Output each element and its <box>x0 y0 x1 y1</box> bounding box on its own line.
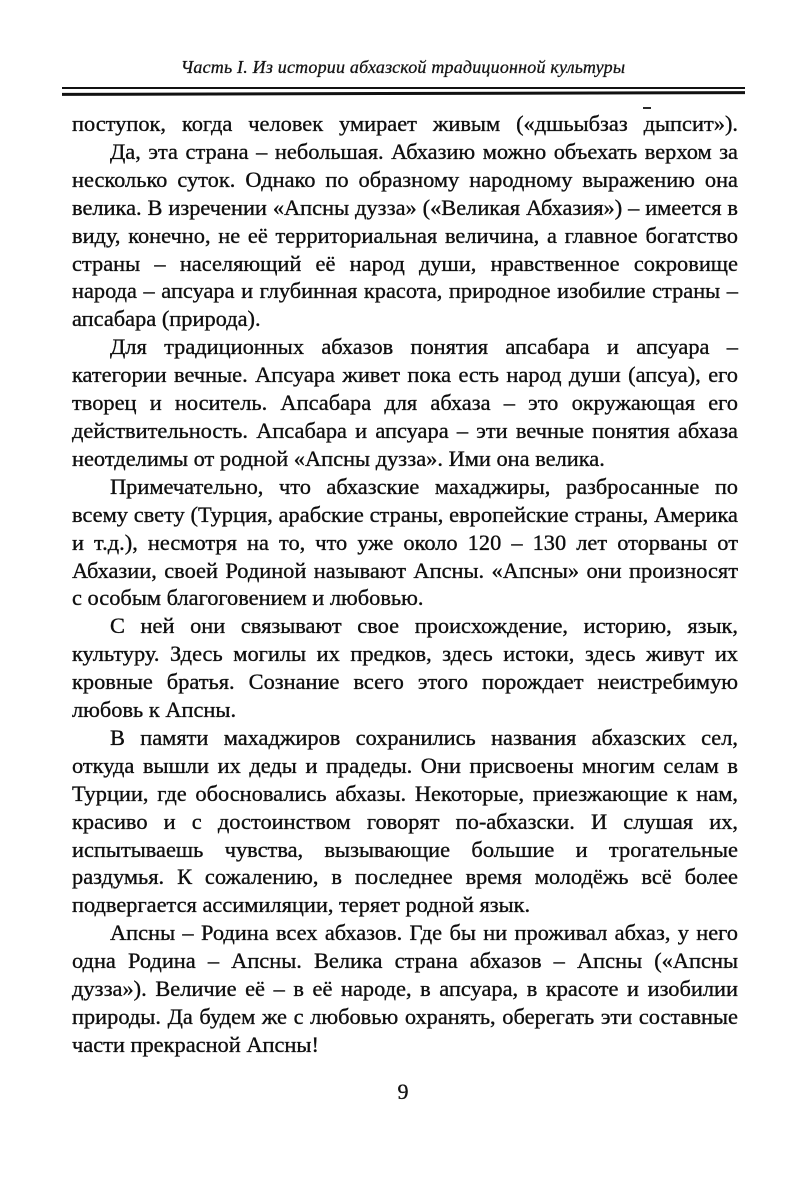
body-text-block <box>72 110 738 1059</box>
paragraph: Для традиционных абхазов понятия апсабара и апсуара – категории вечные. Апсуара живет пока есть народ души (апсуа), его творец и носитель. Апсабара для абхаза – это окружающая его действительность. Апсабара и апсуара – эти вечные понятия абхаза неотделимы от родной «Апсны дузза». Ими она велика. <box>72 334 738 471</box>
header-rule-thin <box>62 87 745 89</box>
paragraph: Да, эта страна – небольшая. Абхазию можно объехать верхом за несколько суток. Однако по образному народному выражению она велика. В изречении «Апсны дузза» («Великая Абхазия») – имеется в виду, конечно, не её территориальная величина, а главное богатство страны – населяющий её народ души, нравственное сокровище народа – апсуара и глубинная красота, природное изобилие страны – апсабара (природа). <box>72 138 738 332</box>
page-number: 9 <box>397 1079 409 1104</box>
scan-artifact-dash <box>643 107 651 109</box>
paragraph: В памяти махаджиров сохранились названия абхазских сел, откуда вышли их деды и прадеды. Они присвоены многим селам в Турции, где обосновались абхазы. Некоторые, приезжающие к нам, красиво и с достоинством говорят по-абхазски. И слушая их, испытываешь чувства, вызывающие большие и трогательные раздумья. К сожалению, в последнее время молодёжь всё более подвергается ассимиляции, теряет родной язык. <box>72 724 738 918</box>
paragraph: С ней они связывают свое происхождение, историю, язык, культуру. Здесь могилы их предков, здесь истоки, здесь живут их кровные братья. Сознание всего этого порождает неистребимую любовь к Апсны. <box>72 613 738 723</box>
running-head-title: Часть I. Из истории абхазской традиционной культуры <box>180 57 626 77</box>
paragraph-continuation: поступок, когда человек умирает живым («дшьыбзаз дыпсит»). <box>72 111 738 136</box>
paragraph: Апсны – Родина всех абхазов. Где бы ни проживал абхаз, у него одна Родина – Апсны. Велика страна абхазов – Апсны («Апсны дузза»). Величие её – в её народе, в апсуара, в красоте и изобилии природы. Да будем же с любовью охранять, оберегать эти составные части прекрасной Апсны! <box>72 920 738 1057</box>
header-rule-thick <box>62 91 745 96</box>
paragraph: Примечательно, что абхазские махаджиры, разбросанные по всему свету (Турция, арабские страны, европейские страны, Америка и т.д.), несмотря на то, что уже около 120 – 130 лет оторваны от Абхазии, своей Родиной называют Апсны. «Апсны» они произносят с особым благоговением и любовью. <box>72 473 738 611</box>
